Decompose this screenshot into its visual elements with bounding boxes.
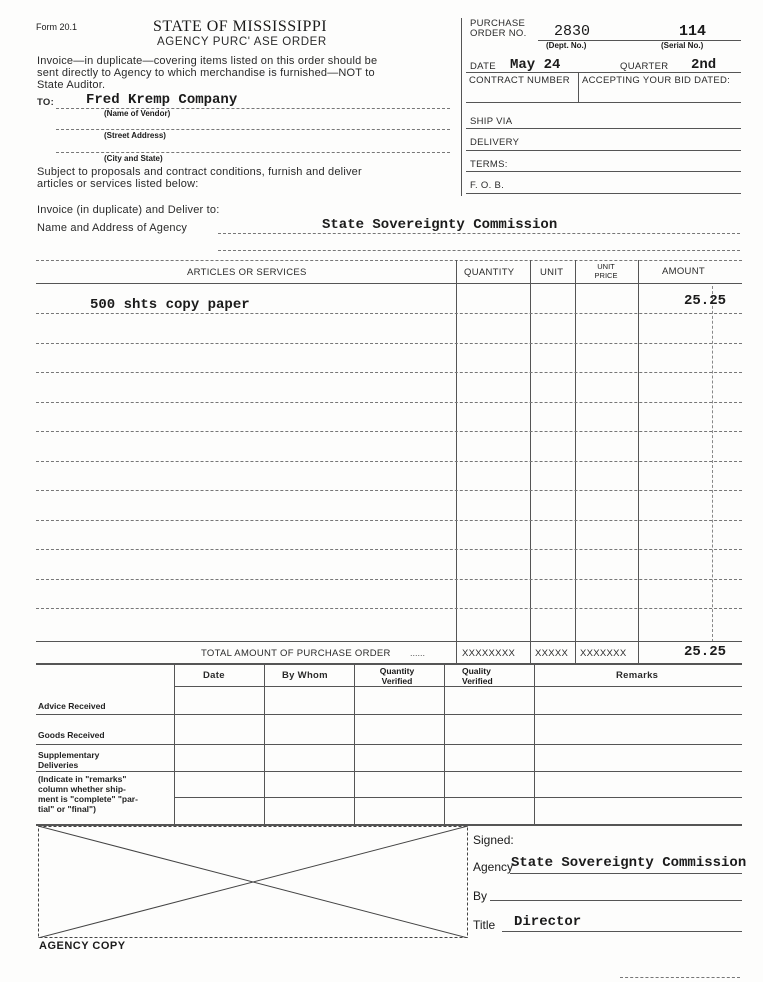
table-row-line (36, 313, 742, 314)
col-quantity-verified: Quantity Verified (379, 666, 415, 686)
table-row-line (36, 490, 742, 491)
sig-agency-value: State Sovereignty Commission (511, 855, 747, 871)
ship-via-label: SHIP VIA (470, 116, 513, 127)
row-advice-received: Advice Received (38, 701, 106, 711)
city-label: (City and State) (104, 154, 163, 163)
fob-label: F. O. B. (470, 180, 505, 191)
instructions-line-3: State Auditor. (37, 79, 106, 91)
quarter-value: 2nd (691, 57, 717, 73)
agency-copy-label: AGENCY COPY (39, 940, 126, 952)
terms-label: TERMS: (470, 159, 508, 170)
row-supplementary-deliveries: Supplementary Deliveries (38, 750, 100, 770)
date-value: May 24 (510, 57, 561, 73)
purchase-order-form: Form 20.1 STATE OF MISSISSIPPI AGENCY PURC' ASE ORDER Invoice—in duplicate—covering items listed on this order should be sent directly to Agency to which merchandise is furnished—NOT to State Auditor. TO: Fred Kremp Company (Name of Vendor) (Street Address) (City and State) Subject to proposals and contract conditions, furnish and deliver articles or services listed below: Invoice (in duplicate) and Deliver to: Name and Address of Agency State Sovereignty Commission PURCHASE ORDER NO. 2830 114 (Dept. No.) (Serial No.) DATE May 24 QUARTER 2nd CONTRACT NUMBER ACCEPTING YOUR BID DATED: SHIP VIA DELIVERY TERMS: F. O. B. ARTICLES OR SERVICES QUANTITY UNIT UNIT PRICE AMOUNT 500 shts copy paper 25.25 TOTAL AMOUNT OF PURCHASE ORDER ...... XXXXXXXX XXXXX XXXXXXX 25.25 Date By Whom Quantity Verified Quality Verified Remarks Advice Received Goods Received Supplementary Deliveries (Indicate in "remarks" column whether ship- ment is "complete" "par- tial" or "final") Signed: Agency State Sovereignty Commission By Title Director AGENCY COPY (0, 0, 763, 982)
quarter-label: QUARTER (620, 61, 669, 72)
street-label: (Street Address) (104, 131, 166, 140)
signed-label: Signed: (473, 833, 514, 847)
col-unit: UNIT (540, 267, 564, 278)
serial-number: 114 (679, 23, 707, 40)
title-value: Director (514, 914, 582, 930)
vendor-name: Fred Kremp Company (86, 92, 238, 108)
subject-line-1: Subject to proposals and contract conditions, furnish and deliver (37, 166, 362, 178)
to-label: TO: (37, 97, 55, 108)
table-row-line (36, 549, 742, 550)
form-title: STATE OF MISSISSIPPI (153, 18, 328, 35)
remarks-note: (Indicate in "remarks" column whether ship- ment is "complete" "par- tial" or "final") (38, 774, 138, 814)
date-label: DATE (470, 61, 496, 72)
table-row-line (36, 520, 742, 521)
col-articles: ARTICLES OR SERVICES (187, 267, 307, 278)
total-amount: 25.25 (684, 644, 727, 660)
serial-label: (Serial No.) (661, 41, 704, 50)
table-row-line (36, 402, 742, 403)
table-row-line (36, 579, 742, 580)
item-description: 500 shts copy paper (90, 297, 250, 313)
po-label: PURCHASE ORDER NO. (470, 18, 527, 39)
by-label: By (473, 889, 488, 903)
col-date: Date (203, 670, 225, 681)
deliver-to-label: Invoice (in duplicate) and Deliver to: (37, 204, 220, 216)
agency-address-label: Name and Address of Agency (37, 222, 188, 234)
col-quality-verified: Quality Verified (462, 666, 493, 686)
col-remarks: Remarks (616, 670, 659, 681)
void-cross-box (38, 826, 468, 938)
total-quantity-x: XXXXXXXX (462, 648, 516, 659)
col-amount: AMOUNT (662, 266, 705, 277)
row-goods-received: Goods Received (38, 730, 105, 740)
instructions-line-2: sent directly to Agency to which merchandise is furnished—NOT to (37, 67, 375, 79)
total-price-x: XXXXXXX (580, 648, 627, 659)
sig-agency-label: Agency (473, 860, 514, 874)
agency-name: State Sovereignty Commission (322, 217, 558, 233)
dept-number: 2830 (554, 23, 591, 40)
table-row-line (36, 608, 742, 609)
table-row-line (36, 461, 742, 462)
table-row-line (36, 372, 742, 373)
contract-number-label: CONTRACT NUMBER (469, 75, 570, 86)
dept-label: (Dept. No.) (546, 41, 587, 50)
delivery-label: DELIVERY (470, 137, 520, 148)
table-row-line (36, 343, 742, 344)
table-row-line (36, 431, 742, 432)
vendor-name-label: (Name of Vendor) (104, 109, 171, 118)
instructions-line-1: Invoice—in duplicate—covering items listed on this order should be (37, 55, 378, 67)
bid-dated-label: ACCEPTING YOUR BID DATED: (582, 75, 731, 86)
item-amount: 25.25 (684, 293, 727, 309)
form-number: Form 20.1 (36, 22, 78, 32)
total-label: TOTAL AMOUNT OF PURCHASE ORDER (201, 648, 391, 659)
col-by-whom: By Whom (282, 670, 328, 681)
col-quantity: QUANTITY (464, 267, 515, 278)
form-subtitle: AGENCY PURC' ASE ORDER (157, 36, 327, 48)
col-unit-price: UNIT PRICE (594, 262, 618, 280)
total-unit-x: XXXXX (535, 648, 569, 659)
title-label: Title (473, 918, 496, 932)
subject-line-2: articles or services listed below: (37, 178, 199, 190)
